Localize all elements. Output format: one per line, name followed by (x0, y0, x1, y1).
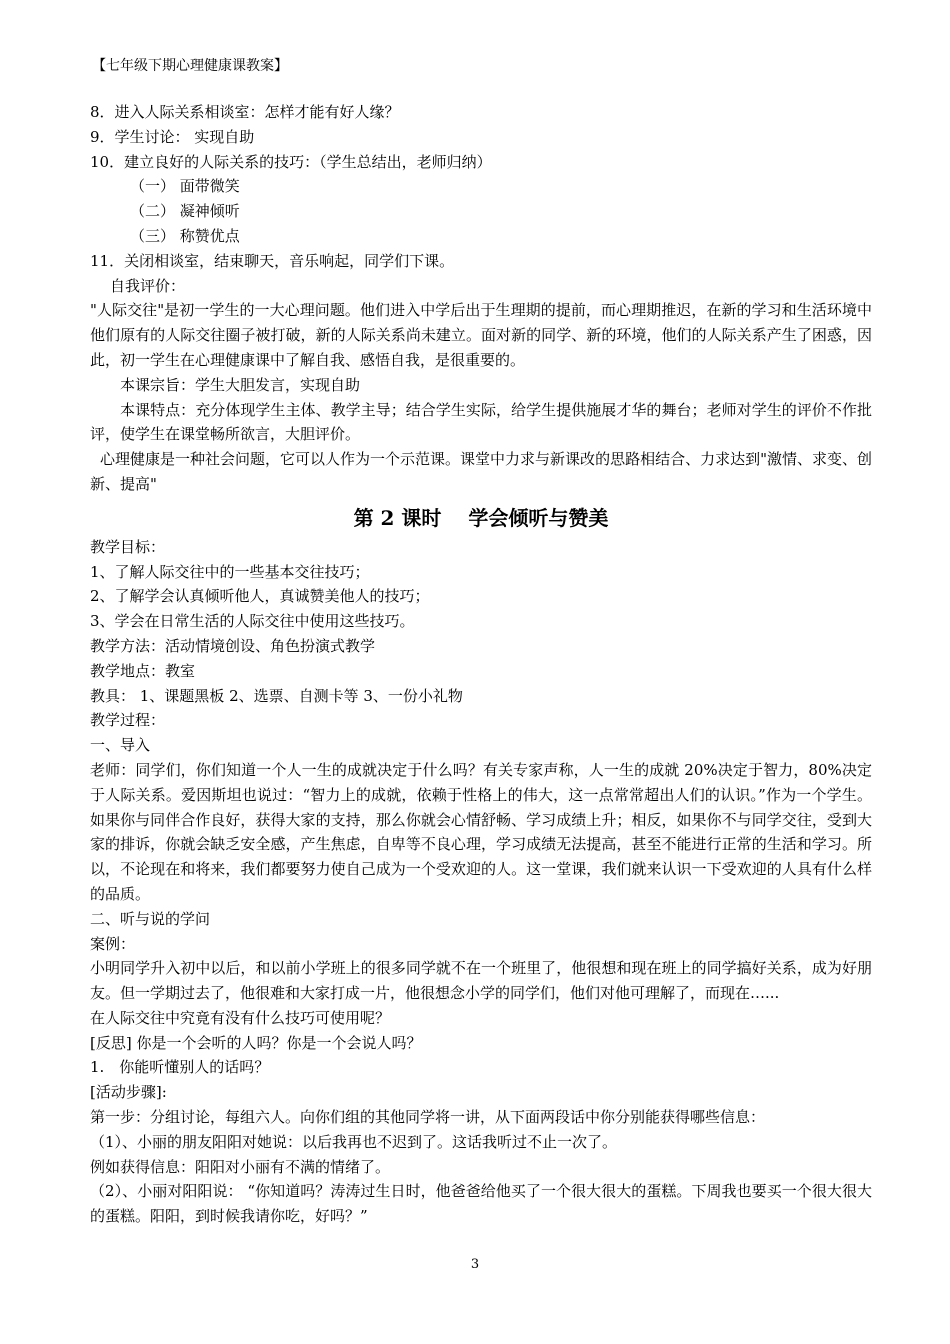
page-content (90, 100, 872, 1229)
paragraph: 心理健康是一种社会问题，它可以人作为一个示范课。课堂中力求与新课改的思路相结合、力求达到"激情、求变、创新、提高" (90, 450, 872, 493)
text-line: [活动步骤]: (90, 1083, 167, 1102)
text-line: 教具： 1、课题黑板 2、选票、自测卡等 3、一份小礼物 (90, 686, 463, 705)
text-line: 教学目标： (90, 537, 166, 556)
text-line: 8．进入人际关系相谈室：怎样才能有好人缘？ (90, 103, 400, 121)
text-line: （二） 凝神倾听 (130, 202, 240, 221)
text-line: 案例： (90, 934, 136, 953)
text-line: （1）、小丽的朋友阳阳对她说：以后我再也不迟到了。这话我听过不止一次了。 (90, 1132, 618, 1151)
text-line: 10．建立良好的人际关系的技巧：（学生总结出，老师归纳） (90, 152, 492, 171)
text-line: 2、了解学会认真倾听他人，真诚赞美他人的技巧； (90, 587, 430, 606)
text-line: 教学方法：活动情境创设、角色扮演式教学 (90, 636, 376, 655)
text-line: 9．学生讨论： 实现自助 (90, 127, 255, 146)
paragraph: 本课特点：充分体现学生主体、教学主导；结合学生实际，给学生提供施展才华的舞台；老师对学生的评价不作批评，使学生在课堂畅所欲言，大胆评价。 (90, 400, 872, 444)
paragraph: 老师：同学们，你们知道一个人一生的成就决定于什么吗？有关专家声称，人一生的成就 20%决定于智力，80%决定于人际关系。爱因斯坦也说过：“智力上的成就，依赖于性格上的伟大，这一点常常超出人们的认识。”作为一个学生。如果你与同伴合作良好，获得大家的支持，那么你就会心情舒畅、学习成绩上升；相反，如果你不与同学交往，受到大家的排诉，你就会缺乏安全感，产生焦虑，自卑等不良心理，学习成绩无法提高，甚至不能进行正常的生活和学习。所以，不论现在和将来，我们都要努力使自己成为一个受欢迎的人。这一堂课，我们就来认识一下受欢迎的人具有什么样的品质。 (90, 760, 872, 903)
text-line: 二、听与说的学问 (90, 909, 211, 928)
text-line: （三） 称赞优点 (130, 226, 240, 245)
text-line: 一、导入 (90, 736, 151, 755)
paragraph: （2）、小丽对阳阳说： “你知道吗？涛涛过生日时，他爸爸给他买了一个很大很大的蛋糕。下周我也要买一个很大很大的蛋糕。阳阳，到时候我请你吃，好吗？” (90, 1182, 872, 1226)
page-header: 【七年级下期心理健康课教案】 (92, 58, 288, 74)
text-line: 例如获得信息：阳阳对小丽有不满的情绪了。 (90, 1157, 391, 1176)
page-number: 3 (470, 1257, 480, 1272)
text-line: 教学过程： (90, 711, 166, 730)
text-line: （一） 面带微笑 (130, 177, 240, 196)
text-line: 1、了解人际交往中的一些基本交往技巧； (90, 562, 370, 581)
paragraph: 小明同学升入初中以后，和以前小学班上的很多同学就不在一个班里了，他很想和现在班上的同学搞好关系，成为好朋友。但一学期过去了，他很难和大家打成一片，他很想念小学的同学们，他们对他可理解了，而现在…... (90, 959, 872, 1003)
text-line: 11．关闭相谈室，结束聊天，音乐响起，同学们下课。 (90, 251, 455, 270)
text-line: 第一步：分组讨论，每组六人。向你们组的其他同学将一讲，从下面两段话中你分别能获得哪些信息： (90, 1108, 766, 1127)
text-line: 教学地点：教室 (90, 661, 196, 680)
text-line: [反思] 你是一个会听的人吗？你是一个会说人吗？ (90, 1033, 422, 1052)
text-line: 在人际交往中究竟有没有什么技巧可使用呢？ (90, 1008, 391, 1027)
text-line: 本课宗旨：学生大胆发言，实现自助 (120, 375, 361, 394)
text-line: 3、学会在日常生活的人际交往中使用这些技巧。 (90, 612, 415, 631)
text-line: 1. 你能听懂别人的话吗？ (90, 1058, 270, 1077)
text-line: 自我评价： (110, 276, 186, 295)
paragraph: "人际交往"是初一学生的一大心理问题。他们进入中学后出于生理期的提前，而心理期推迟，在新的学习和生活环境中他们原有的人际交往圈子被打破，新的人际关系尚未建立。面对新的同学、新的环境，他们的人际关系产生了困惑，因此，初一学生在心理健康课中了解自我、感悟自我，是很重要的。 (90, 301, 872, 369)
section-title: 第 2 课时 学会倾听与赞美 (353, 505, 609, 530)
